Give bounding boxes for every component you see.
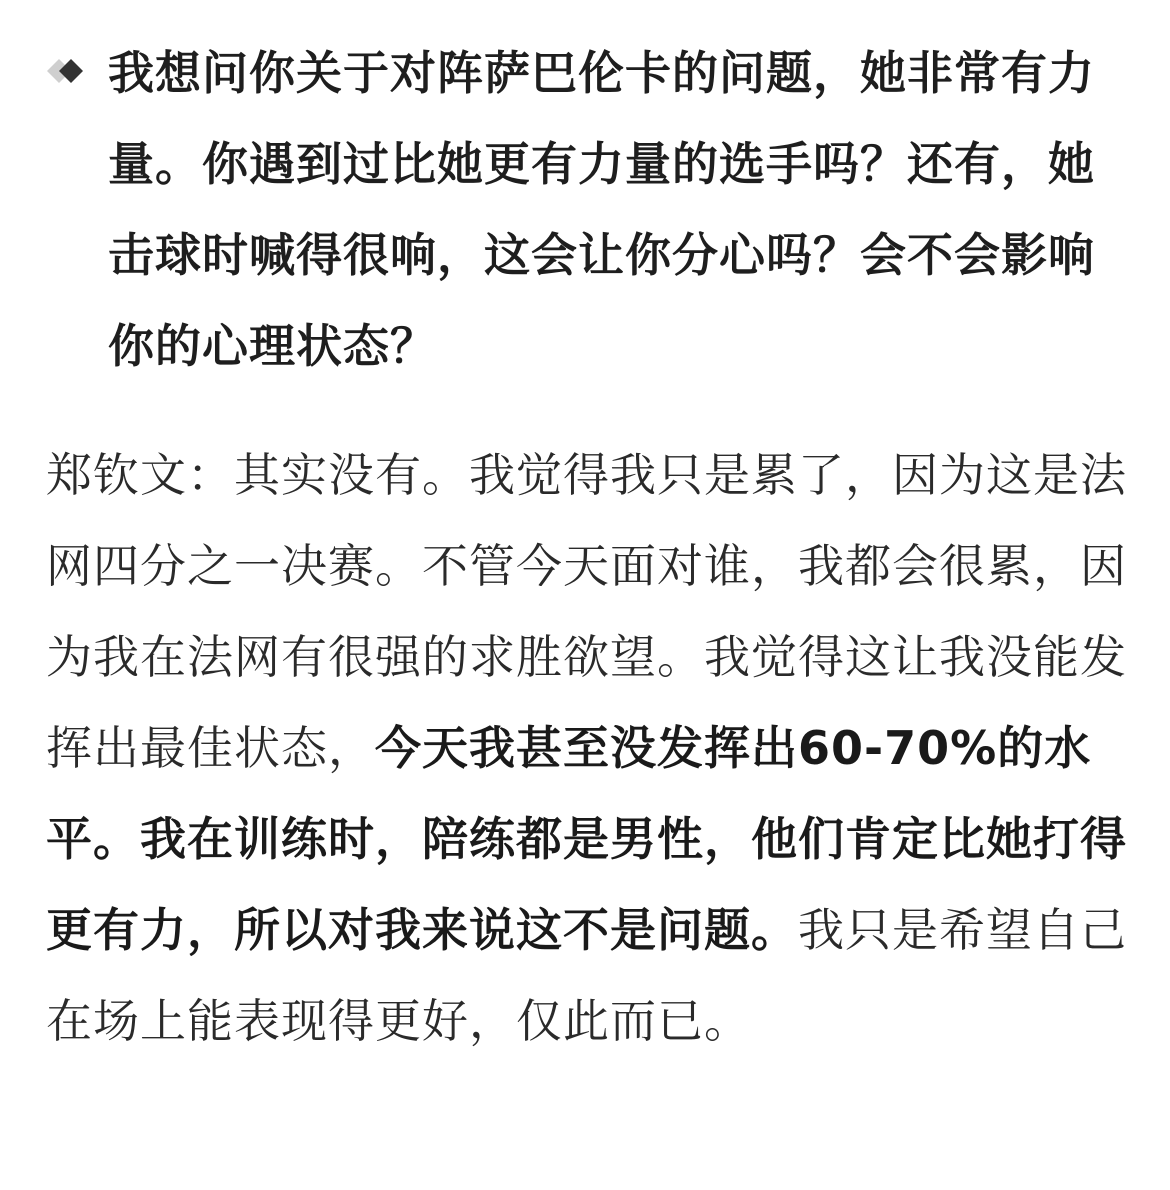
diamond-bullet-icon xyxy=(46,58,90,84)
answer-text xyxy=(46,430,1131,1067)
answer-part-normal: 郑钦文：其实没有。我觉得我只是累了，因为这是法网四分之一决赛。不管今天面对谁，我都会很累，因为我在法网有很强的求胜欲望。我觉得这让我没能发挥出最佳状态， xyxy=(46,448,1127,775)
question-text: 我想问你关于对阵萨巴伦卡的问题，她非常有力量。你遇到过比她更有力量的选手吗？还有，她击球时喊得很响，这会让你分心吗？会不会影响你的心理状态？ xyxy=(108,46,1095,373)
answer-part-tail: 我只是希望自己在场上能表现得更好，仅此而已。 xyxy=(46,903,1127,1048)
answer-part-bold: 今天我甚至没发挥出60-70%的水平。我在训练时，陪练都是男性，他们肯定比她打得更有力，所以对我来说这不是问题。 xyxy=(46,721,1127,957)
